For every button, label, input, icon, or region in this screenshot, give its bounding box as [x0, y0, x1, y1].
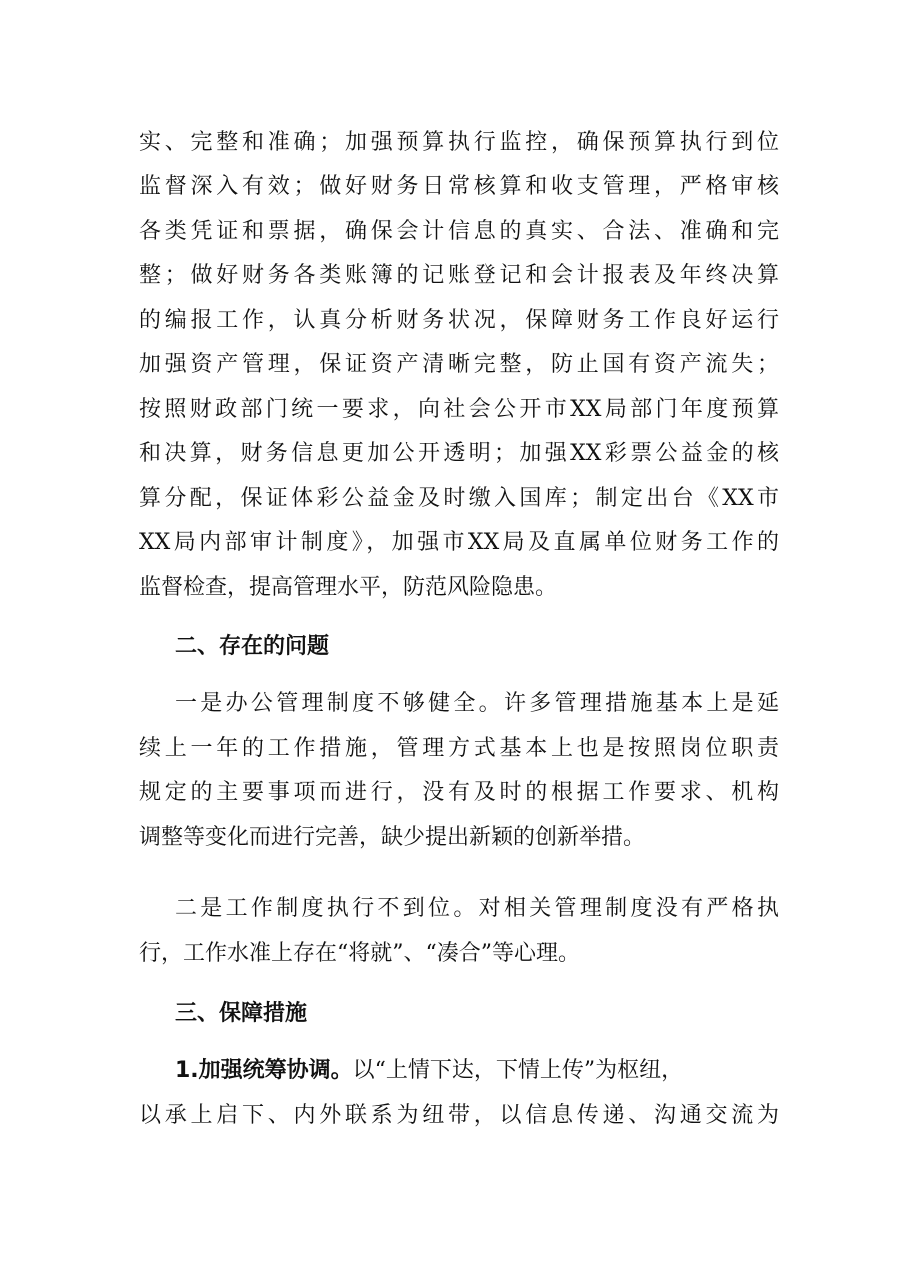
paragraph-line: 调整等变化而进行完善，缺少提出新颖的创新举措。	[139, 825, 646, 850]
paragraph-line: 续上一年的工作措施，管理方式基本上也是按照岗位职责	[139, 736, 779, 761]
measure-item-title: 1.加强统筹协调。	[175, 1058, 353, 1083]
body-line: 监督深入有效；做好财务日常核算和收支管理，严格审核	[139, 174, 779, 199]
measure-item-line	[175, 1049, 779, 1093]
body-line: 的编报工作，认真分析财务状况，保障财务工作良好运行	[139, 308, 779, 333]
body-line: 算分配，保证体彩公益金及时缴入国库；制定出台《XX市	[139, 486, 779, 511]
paragraph-line: 行，工作水准上存在“将就”、“凑合”等心理。	[139, 941, 580, 966]
body-line: 各类凭证和票据，确保会计信息的真实、合法、准确和完	[139, 219, 779, 244]
body-line: 加强资产管理，保证资产清晰完整，防止国有资产流失；	[139, 352, 779, 377]
body-line: XX局内部审计制度》，加强市XX局及直属单位财务工作的	[139, 530, 779, 555]
paragraph-line: 一是办公管理制度不够健全。许多管理措施基本上是延	[175, 691, 779, 716]
section-heading-problems: 二、存在的问题	[175, 634, 330, 659]
paragraph-line: 规定的主要事项而进行，没有及时的根据工作要求、机构	[139, 780, 779, 805]
body-line: 和决算，财务信息更加公开透明；加强XX彩票公益金的核	[139, 441, 779, 466]
section-heading-measures: 三、保障措施	[175, 1001, 308, 1026]
paragraph-line: 二是工作制度执行不到位。对相关管理制度没有严格执	[175, 896, 779, 921]
body-line: 整；做好财务各类账簿的记账登记和会计报表及年终决算	[139, 263, 779, 288]
body-line: 按照财政部门统一要求，向社会公开市XX局部门年度预算	[139, 397, 779, 422]
measure-item-line: 以承上启下、内外联系为纽带，以信息传递、沟通交流为	[139, 1103, 779, 1128]
measure-item-text: 以“上情下达，下情上传”为枢纽，	[352, 1058, 684, 1083]
body-line: 实、完整和准确；加强预算执行监控，确保预算执行到位	[139, 130, 779, 155]
body-line: 监督检查，提高管理水平，防范风险隐患。	[139, 575, 558, 600]
